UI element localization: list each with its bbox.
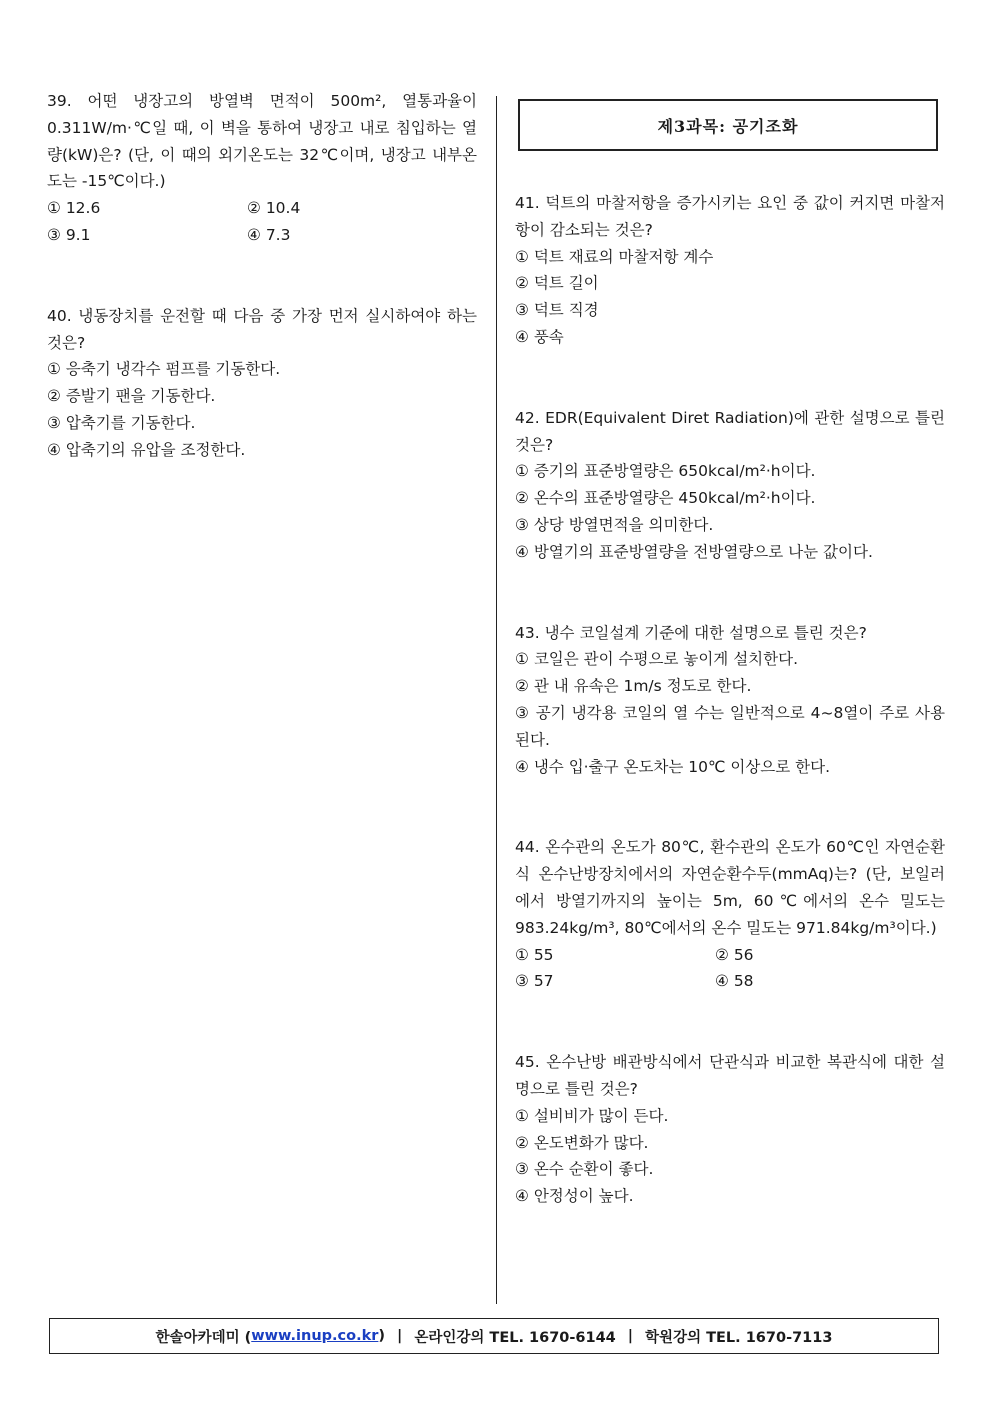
option: ④ 안정성이 높다. [515,1187,634,1206]
option: ② 관 내 유속은 1m/s 정도로 한다. [515,677,752,696]
option: ④ 냉수 입·출구 온도차는 10℃ 이상으로 한다. [515,757,831,776]
option: ③ 57 [515,972,554,991]
right-column [515,190,945,1210]
question-42 [515,405,945,566]
option: ① 증기의 표준방열량은 650kcal/m²·h이다. [515,462,816,481]
footer-separator: | [397,1328,403,1344]
footer-academy-close: ) [378,1328,386,1344]
footer-separator: | [627,1328,634,1344]
question-39 [47,88,477,249]
option: ② 덕트 길이 [515,274,599,293]
question-stem: 41. 덕트의 마찰저항을 증가시키는 요인 중 값이 커지면 마찰저항이 감소되는 것은? [515,194,945,239]
question-43 [515,620,945,781]
option: ② 온도변화가 많다. [515,1133,649,1152]
option: ③ 공기 냉각용 코일의 열 수는 일반적으로 4~8열이 주로 사용된다. [515,703,945,749]
option: ③ 압축기를 기동한다. [47,413,196,432]
question-41 [515,190,945,351]
option: ① 코일은 관이 수평으로 놓이게 설치한다. [515,650,799,669]
option: ① 덕트 재료의 마찰저항 계수 [515,247,714,266]
option: ② 10.4 [247,199,301,218]
question-stem: 40. 냉동장치를 운전할 때 다음 중 가장 먼저 실시하여야 하는 것은? [47,306,477,352]
options-grid [515,942,945,996]
question-stem: 43. 냉수 코일설계 기준에 대한 설명으로 틀린 것은? [515,623,867,642]
question-stem: 44. 온수관의 온도가 80℃, 환수관의 온도가 60℃인 자연순환식 온수난방장치에서의 자연순환수두(mmAq)는? (단, 보일러에서 방열기까지의 높이는 5m, 60℃에서의 온수 밀도는 983.24kg/m³, 80℃에서의 온수 밀도는 971.84kg/m³이다.) [515,838,945,937]
options-grid [47,195,477,249]
option: ③ 상당 방열면적을 의미한다. [515,515,714,534]
option: ② 온수의 표준방열량은 450kcal/m²·h이다. [515,489,816,508]
question-40 [47,303,477,464]
question-stem: 45. 온수난방 배관방식에서 단관식과 비교한 복관식에 대한 설명으로 틀린 것은? [515,1053,945,1098]
footer-url-link[interactable]: www.inup.co.kr [251,1328,379,1344]
option: ④ 7.3 [247,225,291,244]
option: ④ 방열기의 표준방열량을 전방열량으로 나눈 값이다. [515,542,873,561]
left-column [47,88,477,464]
question-stem: 42. EDR(Equivalent Diret Radiation)에 관한 설명으로 틀린 것은? [515,408,945,454]
option: ④ 풍속 [515,327,564,346]
footer-online-phone: 온라인강의 TEL. 1670-6144 [414,1329,616,1346]
option: ④ 압축기의 유압을 조정한다. [47,440,246,459]
option: ③ 온수 순환이 좋다. [515,1160,654,1179]
option: ① 55 [515,945,554,964]
option: ② 56 [715,945,754,964]
subject-header: 제3과목: 공기조화 [518,99,938,151]
footer-offline-phone: 학원강의 TEL. 1670-7113 [645,1329,833,1346]
footer-bar [49,1318,939,1354]
question-stem: 39. 어떤 냉장고의 방열벽 면적이 500m², 열통과율이 0.311W/m·℃일 때, 이 벽을 통하여 냉장고 내로 침입하는 열량(kW)은? (단, 이 때의 외기온도는 32℃이며, 냉장고 내부온도는 -15℃이다.) [47,92,477,191]
option: ① 12.6 [47,199,101,218]
option: ① 설비비가 많이 든다. [515,1106,669,1125]
column-divider [496,96,497,1304]
footer-academy: 한솔아카데미 ( [155,1329,252,1346]
option: ④ 58 [715,972,754,991]
option: ③ 덕트 직경 [515,301,599,320]
question-44 [515,834,945,995]
option: ③ 9.1 [47,225,91,244]
option: ① 응축기 냉각수 펌프를 기동한다. [47,360,281,379]
option: ② 증발기 팬을 기동한다. [47,387,216,406]
question-45 [515,1049,945,1210]
